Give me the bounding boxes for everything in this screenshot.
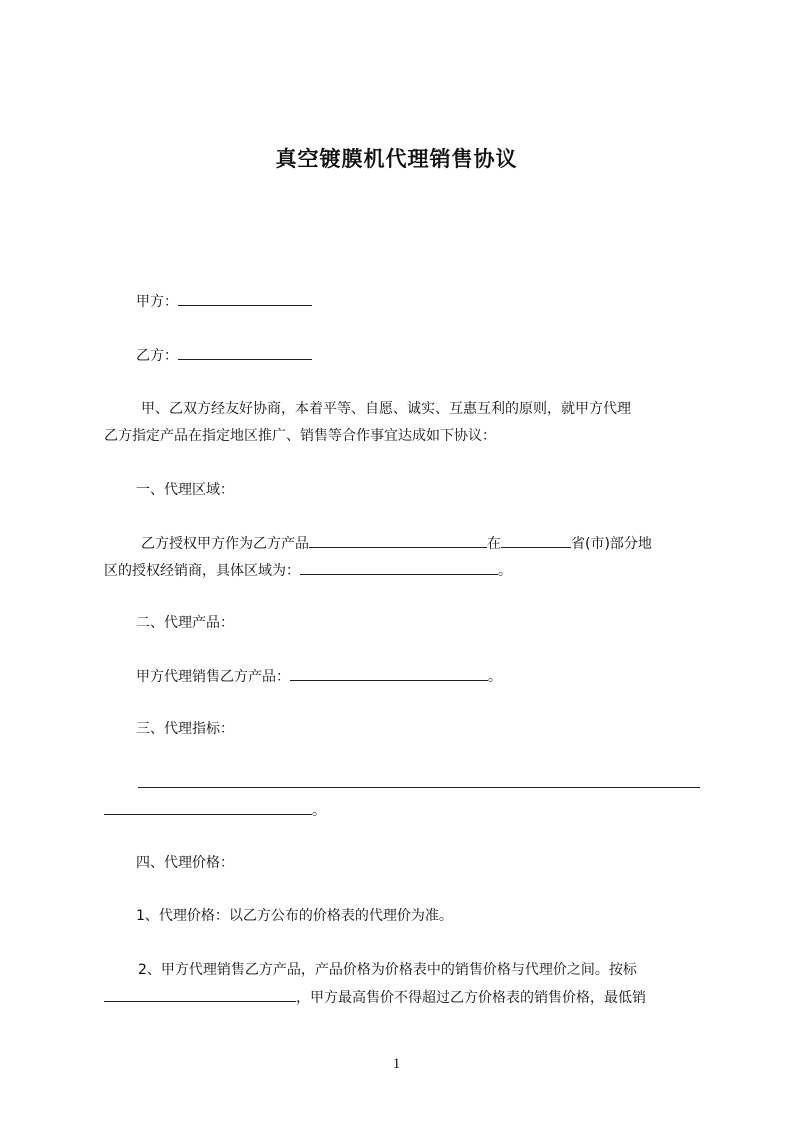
standard-blank [104,988,296,1002]
section1-line-2 [104,561,512,580]
section1-heading: 一、代理区域： [136,482,234,498]
section1-text-d: 区的授权经销商，具体区域为： [104,563,300,579]
product-blank [309,534,487,548]
party-b-blank [178,346,312,360]
section4-item-1: 1、代理价格：以乙方公布的价格表的代理价为准。 [136,908,453,924]
section1-line-1 [141,534,652,553]
section2-heading: 二、代理产品： [136,615,234,631]
section1-text-b: 在 [487,536,501,552]
intro-line-2: 乙方指定产品在指定地区推广、销售等合作事宜达成如下协议： [104,428,496,444]
section3-line-1 [138,774,700,793]
party-b-label: 乙方： [136,348,178,364]
section2-period: 。 [488,669,502,685]
section4-heading: 四、代理价格： [136,855,234,871]
product-name-blank [290,667,488,681]
target-blank-2 [104,801,312,815]
section1-text-c: 省(市)部分地 [571,536,652,552]
section2-line [136,667,502,686]
intro-line-1: 甲、乙双方经友好协商，本着平等、自愿、诚实、互惠互利的原则，就甲方代理 [141,401,631,417]
document-title: 真空镀膜机代理销售协议 [275,147,518,171]
page-number: 1 [392,1056,401,1072]
party-a-label: 甲方： [136,294,178,310]
section4-item-2-text: ，甲方最高售价不得超过乙方价格表的销售价格，最低销 [296,990,646,1006]
section1-period: 。 [498,563,512,579]
section4-item-2-line-1: 2、甲方代理销售乙方产品，产品价格为价格表中的销售价格与代理价之间。按标 [138,962,637,978]
party-b-line [136,346,312,365]
region-blank [300,561,498,575]
section3-period: 。 [312,803,326,819]
province-blank [501,534,571,548]
section3-line-2 [104,801,326,820]
section3-heading: 三、代理指标： [136,721,234,737]
section1-text-a: 乙方授权甲方作为乙方产品 [141,536,309,552]
party-a-blank [178,292,312,306]
section2-text: 甲方代理销售乙方产品： [136,669,290,685]
target-blank-1 [138,774,700,788]
section4-item-2-line-2 [104,988,646,1007]
party-a-line [136,292,312,311]
